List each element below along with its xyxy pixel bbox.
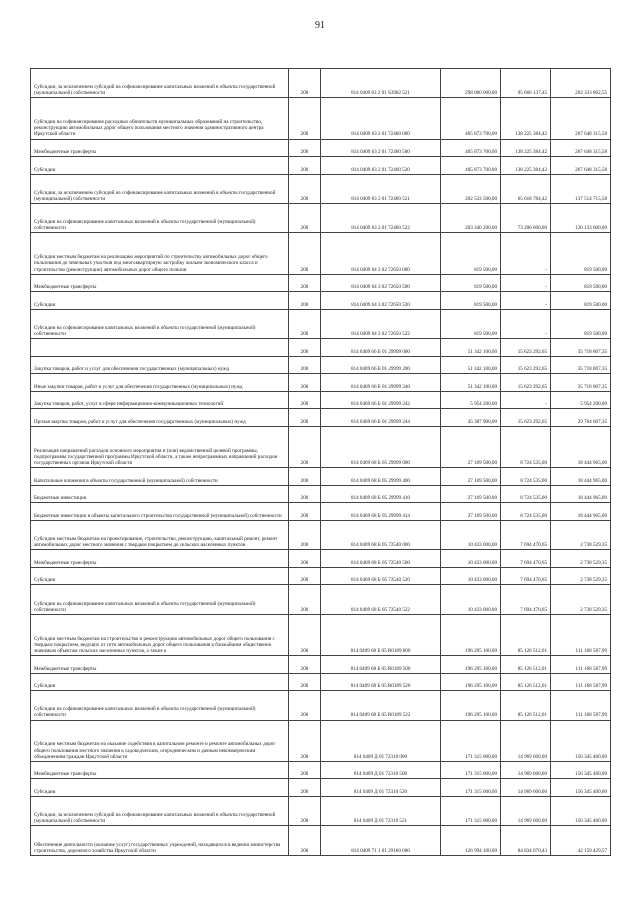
row-approved-amount-cell: 196 295 100,00 xyxy=(441,691,501,720)
row-name-cell: Межбюджетные трансферты xyxy=(31,139,289,157)
row-unexecuted-amount-cell: 130 133 600,00 xyxy=(551,204,611,233)
row-approved-amount-cell: 10 433 000,00 xyxy=(441,520,501,549)
row-approved-amount-cell: 10 433 000,00 xyxy=(441,585,501,614)
table-row xyxy=(31,174,611,203)
row-classification-code-cell: 814 0409 68 Б 05 72540 500 xyxy=(321,550,441,568)
row-approved-amount-cell: 51 342 100,00 xyxy=(441,356,501,374)
row-line-code-cell: 200 xyxy=(289,309,321,338)
row-line-code-cell: 200 xyxy=(289,520,321,549)
table-row xyxy=(31,761,611,779)
row-unexecuted-amount-cell: 156 345 400,00 xyxy=(551,779,611,797)
row-line-code-cell: 200 xyxy=(289,691,321,720)
row-classification-code-cell: 814 0409 68 Б 05 72540 000 xyxy=(321,520,441,549)
row-line-code-cell: 200 xyxy=(289,174,321,203)
row-line-code-cell: 200 xyxy=(289,391,321,409)
row-unexecuted-amount-cell: 35 718 807,35 xyxy=(551,356,611,374)
row-executed-amount-cell: 84 834 670,43 xyxy=(501,826,551,856)
row-name-cell: Субсидии, за исключением субсидий на софинансирование капитальных вложений в объекты государственной (муниципальной) собственности xyxy=(31,174,289,203)
table-row xyxy=(31,374,611,392)
row-approved-amount-cell: 819 500,00 xyxy=(441,292,501,310)
row-unexecuted-amount-cell: 202 333 862,55 xyxy=(551,69,611,98)
row-approved-amount-cell: 405 873 700,00 xyxy=(441,98,501,139)
row-classification-code-cell: 814 0409 66 Б 01 29999 242 xyxy=(321,391,441,409)
row-line-code-cell: 200 xyxy=(289,204,321,233)
row-approved-amount-cell: 196 295 100,00 xyxy=(441,673,501,691)
row-line-code-cell: 200 xyxy=(289,427,321,468)
table-body xyxy=(31,69,611,856)
table-row xyxy=(31,356,611,374)
table-row xyxy=(31,520,611,549)
row-unexecuted-amount-cell: 29 764 607,35 xyxy=(551,409,611,427)
row-name-cell: Субсидии местным бюджетам на оказание содействия в капитальном ремонте и ремонте автомобильных дорог общего пользования местного значения к садоводческим, огородническим и дачным некоммерческим объединениям граждан Иркутской области xyxy=(31,720,289,761)
row-unexecuted-amount-cell: 267 648 315,58 xyxy=(551,139,611,157)
row-line-code-cell: 200 xyxy=(289,567,321,585)
row-classification-code-cell: 814 0409 66 Б 01 29999 240 xyxy=(321,374,441,392)
row-executed-amount-cell: 85 126 512,01 xyxy=(501,673,551,691)
row-approved-amount-cell: 10 433 000,00 xyxy=(441,567,501,585)
row-name-cell: Субсидии местным бюджетам на реализацию мероприятий по строительству автомобильных дорог общего пользования до земельных участков под многоквартирную застройку жильем экономического класса и строительство (реконструкции) автомобильных дорог общего пользов xyxy=(31,233,289,274)
row-line-code-cell: 200 xyxy=(289,69,321,98)
table-row xyxy=(31,567,611,585)
row-classification-code-cell: 814 0409 68 Б 05 29999 400 xyxy=(321,468,441,486)
row-executed-amount-cell: 65 018 784,42 xyxy=(501,174,551,203)
row-executed-amount-cell: 138 225 384,42 xyxy=(501,139,551,157)
row-executed-amount-cell: 85 126 512,01 xyxy=(501,656,551,674)
row-approved-amount-cell: 5 954 200,00 xyxy=(441,391,501,409)
row-unexecuted-amount-cell: 5 954 200,00 xyxy=(551,391,611,409)
table-row xyxy=(31,292,611,310)
row-approved-amount-cell: 405 873 700,00 xyxy=(441,157,501,175)
row-name-cell: Субсидии местным бюджетам на строительство и реконструкцию автомобильных дорог общего пользования с твердым покрытием, ведущих от сети автомобильных дорог общего пользования к ближайшим общественно значимым объектам сельских населенных пунктов, а также к xyxy=(31,614,289,655)
row-classification-code-cell: 814 0409 63 2 01 72460 000 xyxy=(321,98,441,139)
row-approved-amount-cell: 171 315 000,00 xyxy=(441,761,501,779)
row-executed-amount-cell: 15 623 292,65 xyxy=(501,339,551,357)
row-executed-amount-cell: 8 724 535,00 xyxy=(501,468,551,486)
row-name-cell: Субсидии xyxy=(31,673,289,691)
row-name-cell xyxy=(31,339,289,357)
row-approved-amount-cell: 819 500,00 xyxy=(441,233,501,274)
row-classification-code-cell: 814 0409 68 Б 05 72540 522 xyxy=(321,585,441,614)
row-executed-amount-cell: - xyxy=(501,274,551,292)
row-line-code-cell: 200 xyxy=(289,673,321,691)
row-line-code-cell: 200 xyxy=(289,374,321,392)
row-name-cell: Субсидии на софинансирование капитальных вложений в объекты государственной (муниципальной) собственности xyxy=(31,585,289,614)
row-line-code-cell: 200 xyxy=(289,274,321,292)
row-approved-amount-cell: 171 315 000,00 xyxy=(441,779,501,797)
table-row xyxy=(31,157,611,175)
row-classification-code-cell: 814 0409 71 1 01 29160 000 xyxy=(321,826,441,856)
table-row xyxy=(31,204,611,233)
table-row xyxy=(31,233,611,274)
table-row xyxy=(31,503,611,521)
row-line-code-cell: 200 xyxy=(289,139,321,157)
row-approved-amount-cell: 819 500,00 xyxy=(441,274,501,292)
row-classification-code-cell: 814 0409 Д 01 72310 520 xyxy=(321,779,441,797)
row-line-code-cell: 200 xyxy=(289,761,321,779)
row-classification-code-cell: 814 0409 68 Б 05 29999 414 xyxy=(321,503,441,521)
row-unexecuted-amount-cell: 111 168 587,99 xyxy=(551,614,611,655)
row-executed-amount-cell: 138 225 384,42 xyxy=(501,157,551,175)
row-name-cell: Межбюджетные трансферты xyxy=(31,274,289,292)
row-executed-amount-cell: 7 694 470,65 xyxy=(501,567,551,585)
row-name-cell: Межбюджетные трансферты xyxy=(31,550,289,568)
row-classification-code-cell: 814 0409 Д 01 72310 000 xyxy=(321,720,441,761)
table-row xyxy=(31,656,611,674)
row-line-code-cell: 200 xyxy=(289,550,321,568)
row-name-cell: Субсидии на софинансирование расходных обязательств муниципальных образований на строительство, реконструкцию автомобильных дорог общего пользования местного значения административного центра Иркутской области xyxy=(31,98,289,139)
row-classification-code-cell: 814 0409 Д 01 72310 500 xyxy=(321,761,441,779)
row-unexecuted-amount-cell: 156 345 400,00 xyxy=(551,720,611,761)
row-approved-amount-cell: 27 169 500,00 xyxy=(441,503,501,521)
row-executed-amount-cell: 8 724 535,00 xyxy=(501,485,551,503)
row-line-code-cell: 200 xyxy=(289,614,321,655)
row-approved-amount-cell: 819 500,00 xyxy=(441,309,501,338)
row-unexecuted-amount-cell: 2 738 529,35 xyxy=(551,567,611,585)
table-row xyxy=(31,409,611,427)
row-name-cell: Закупка товаров, работ, услуг в сфере информационно-коммуникационных технологий xyxy=(31,391,289,409)
row-line-code-cell: 200 xyxy=(289,585,321,614)
row-name-cell: Закупка товаров, работ и услуг для обеспечения государственных (муниципальных) нужд xyxy=(31,356,289,374)
row-line-code-cell: 200 xyxy=(289,503,321,521)
row-executed-amount-cell: 85 126 512,01 xyxy=(501,614,551,655)
page-number: 91 xyxy=(315,20,325,31)
row-unexecuted-amount-cell: 819 500,00 xyxy=(551,274,611,292)
row-classification-code-cell: 814 0409 63 2 01 S3902 521 xyxy=(321,69,441,98)
row-line-code-cell: 200 xyxy=(289,409,321,427)
row-line-code-cell: 200 xyxy=(289,720,321,761)
row-unexecuted-amount-cell: 819 500,00 xyxy=(551,292,611,310)
row-approved-amount-cell: 171 315 000,00 xyxy=(441,796,501,825)
row-unexecuted-amount-cell: 18 444 965,00 xyxy=(551,427,611,468)
row-approved-amount-cell: 405 873 700,00 xyxy=(441,139,501,157)
table-row xyxy=(31,550,611,568)
row-classification-code-cell: 814 0409 63 2 01 72460 521 xyxy=(321,174,441,203)
table-row xyxy=(31,98,611,139)
row-name-cell: Иные закупки товаров, работ и услуг для обеспечения государственных (муниципальных) нужд xyxy=(31,374,289,392)
row-line-code-cell: 200 xyxy=(289,356,321,374)
row-approved-amount-cell: 27 169 500,00 xyxy=(441,468,501,486)
row-line-code-cell: 200 xyxy=(289,98,321,139)
table-row xyxy=(31,826,611,856)
row-unexecuted-amount-cell: 18 444 965,00 xyxy=(551,485,611,503)
row-approved-amount-cell: 196 295 100,00 xyxy=(441,656,501,674)
table-row xyxy=(31,339,611,357)
row-approved-amount-cell: 196 295 100,00 xyxy=(441,614,501,655)
row-executed-amount-cell: - xyxy=(501,233,551,274)
row-unexecuted-amount-cell: 18 444 965,00 xyxy=(551,503,611,521)
row-name-cell: Субсидии xyxy=(31,779,289,797)
row-executed-amount-cell: 14 969 600,00 xyxy=(501,720,551,761)
row-approved-amount-cell: 126 994 100,00 xyxy=(441,826,501,856)
row-name-cell: Субсидии на софинансирование капитальных вложений в объекты государственной (муниципальной) собственности xyxy=(31,309,289,338)
row-unexecuted-amount-cell: 35 718 807,35 xyxy=(551,339,611,357)
table-row xyxy=(31,796,611,825)
row-unexecuted-amount-cell: 137 514 715,58 xyxy=(551,174,611,203)
row-classification-code-cell: 814 0409 68 Б 05 R0189 500 xyxy=(321,656,441,674)
table-row xyxy=(31,309,611,338)
row-line-code-cell: 200 xyxy=(289,339,321,357)
row-approved-amount-cell: 171 315 000,00 xyxy=(441,720,501,761)
row-name-cell: Обеспечение деятельности (оказание услуг) государственных учреждений, находящихся в ведении министерства строительства, дорожного хозяйства Иркутской области xyxy=(31,826,289,856)
row-approved-amount-cell: 10 433 000,00 xyxy=(441,550,501,568)
row-executed-amount-cell: 8 724 535,00 xyxy=(501,427,551,468)
row-line-code-cell: 200 xyxy=(289,292,321,310)
row-executed-amount-cell: 95 666 137,45 xyxy=(501,69,551,98)
row-name-cell: Бюджетные инвестиции в объекты капитального строительства государственной (муниципальной) собственности xyxy=(31,503,289,521)
row-line-code-cell: 200 xyxy=(289,826,321,856)
row-approved-amount-cell: 27 169 500,00 xyxy=(441,427,501,468)
row-name-cell: Субсидии на софинансирование капитальных вложений в объекты государственной (муниципальной) собственности xyxy=(31,691,289,720)
row-line-code-cell: 200 xyxy=(289,796,321,825)
row-executed-amount-cell: 14 969 600,00 xyxy=(501,796,551,825)
row-unexecuted-amount-cell: 267 648 315,58 xyxy=(551,157,611,175)
row-unexecuted-amount-cell: 267 648 315,58 xyxy=(551,98,611,139)
table-row xyxy=(31,391,611,409)
row-unexecuted-amount-cell: 2 738 529,35 xyxy=(551,585,611,614)
table-row xyxy=(31,274,611,292)
row-classification-code-cell: 814 0409 68 Б 05 29999 000 xyxy=(321,427,441,468)
table-row xyxy=(31,720,611,761)
row-line-code-cell: 200 xyxy=(289,468,321,486)
table-row xyxy=(31,468,611,486)
row-classification-code-cell: 814 0409 68 Б 05 29999 410 xyxy=(321,485,441,503)
row-classification-code-cell: 814 0409 64 3 02 72650 520 xyxy=(321,292,441,310)
row-classification-code-cell: 814 0409 63 2 01 72460 500 xyxy=(321,139,441,157)
row-classification-code-cell: 814 0409 64 3 02 72650 000 xyxy=(321,233,441,274)
row-unexecuted-amount-cell: 18 444 965,00 xyxy=(551,468,611,486)
row-unexecuted-amount-cell: 819 500,00 xyxy=(551,233,611,274)
row-classification-code-cell: 814 0409 63 2 01 72460 522 xyxy=(321,204,441,233)
row-name-cell: Бюджетные инвестиции xyxy=(31,485,289,503)
row-executed-amount-cell: 73 206 600,00 xyxy=(501,204,551,233)
table-row xyxy=(31,139,611,157)
row-executed-amount-cell: - xyxy=(501,292,551,310)
row-name-cell: Субсидии местным бюджетам на проектирование, строительство, реконструкцию, капитальный ремонт, ремонт автомобильных дорог местного значения с твердым покрытием до сельских населенных пунктов xyxy=(31,520,289,549)
row-unexecuted-amount-cell: 819 500,00 xyxy=(551,309,611,338)
row-line-code-cell: 200 xyxy=(289,485,321,503)
table-row xyxy=(31,485,611,503)
row-name-cell: Субсидии на софинансирование капитальных вложений в объекты государственной (муниципальной) собственности xyxy=(31,204,289,233)
row-unexecuted-amount-cell: 2 738 529,35 xyxy=(551,550,611,568)
table-row xyxy=(31,69,611,98)
row-approved-amount-cell: 27 169 500,00 xyxy=(441,485,501,503)
row-unexecuted-amount-cell: 111 168 587,99 xyxy=(551,691,611,720)
row-executed-amount-cell: 15 623 292,65 xyxy=(501,409,551,427)
row-name-cell: Капитальные вложения в объекты государственной (муниципальной) собственности xyxy=(31,468,289,486)
row-line-code-cell: 200 xyxy=(289,656,321,674)
row-approved-amount-cell: 51 342 100,00 xyxy=(441,339,501,357)
row-unexecuted-amount-cell: 2 738 529,35 xyxy=(551,520,611,549)
row-approved-amount-cell: 298 000 000,00 xyxy=(441,69,501,98)
row-executed-amount-cell: 138 225 384,42 xyxy=(501,98,551,139)
row-unexecuted-amount-cell: 42 159 429,57 xyxy=(551,826,611,856)
row-unexecuted-amount-cell: 156 345 400,00 xyxy=(551,761,611,779)
row-approved-amount-cell: 202 533 500,00 xyxy=(441,174,501,203)
row-executed-amount-cell: 15 623 292,65 xyxy=(501,356,551,374)
table-row xyxy=(31,673,611,691)
row-name-cell: Межбюджетные трансферты xyxy=(31,656,289,674)
row-executed-amount-cell: 15 623 292,65 xyxy=(501,374,551,392)
row-name-cell: Субсидии, за исключением субсидий на софинансирование капитальных вложений в объекты государственной (муниципальной) собственности xyxy=(31,796,289,825)
row-classification-code-cell: 814 0409 66 Б 01 29999 244 xyxy=(321,409,441,427)
row-classification-code-cell: 814 0409 Д 01 72310 521 xyxy=(321,796,441,825)
row-classification-code-cell: 814 0409 68 Б 05 R0189 000 xyxy=(321,614,441,655)
row-name-cell: Реализация направлений расходов основного мероприятия и (или) ведомственной целевой программы, подпрограммы государственной программы Иркутской области, а также непрограммных направлений расходов государственных органов Иркутской области xyxy=(31,427,289,468)
row-line-code-cell: 200 xyxy=(289,779,321,797)
table-row xyxy=(31,691,611,720)
row-executed-amount-cell: 14 969 600,00 xyxy=(501,779,551,797)
row-executed-amount-cell: 7 694 470,65 xyxy=(501,550,551,568)
row-name-cell: Субсидии xyxy=(31,292,289,310)
row-executed-amount-cell: - xyxy=(501,309,551,338)
row-classification-code-cell: 814 0409 64 3 02 72650 522 xyxy=(321,309,441,338)
row-classification-code-cell: 814 0409 63 2 01 72460 520 xyxy=(321,157,441,175)
row-executed-amount-cell: 7 694 470,65 xyxy=(501,585,551,614)
row-classification-code-cell: 814 0409 66 Б 01 29999 000 xyxy=(321,339,441,357)
row-classification-code-cell: 814 0409 68 Б 05 R0189 520 xyxy=(321,673,441,691)
row-executed-amount-cell: 85 126 512,01 xyxy=(501,691,551,720)
row-executed-amount-cell: 8 724 535,00 xyxy=(501,503,551,521)
row-classification-code-cell: 814 0409 68 Б 05 R0189 522 xyxy=(321,691,441,720)
row-approved-amount-cell: 51 342 100,00 xyxy=(441,374,501,392)
row-unexecuted-amount-cell: 35 718 807,35 xyxy=(551,374,611,392)
budget-execution-table xyxy=(30,68,611,856)
row-classification-code-cell: 814 0409 64 3 02 72650 500 xyxy=(321,274,441,292)
row-executed-amount-cell: - xyxy=(501,391,551,409)
table-row xyxy=(31,585,611,614)
row-unexecuted-amount-cell: 156 345 400,00 xyxy=(551,796,611,825)
table-row xyxy=(31,427,611,468)
row-executed-amount-cell: 14 969 600,00 xyxy=(501,761,551,779)
row-name-cell: Субсидии, за исключением субсидий на софинансирование капитальных вложений в объекты государственной (муниципальной) собственности xyxy=(31,69,289,98)
row-line-code-cell: 200 xyxy=(289,157,321,175)
row-name-cell: Прочая закупка товаров, работ и услуг для обеспечения государственных (муниципальных) нужд xyxy=(31,409,289,427)
row-name-cell: Субсидии xyxy=(31,157,289,175)
row-classification-code-cell: 814 0409 66 Б 01 29999 200 xyxy=(321,356,441,374)
table-row xyxy=(31,614,611,655)
row-executed-amount-cell: 7 694 470,65 xyxy=(501,520,551,549)
row-classification-code-cell: 814 0409 68 Б 05 72540 520 xyxy=(321,567,441,585)
row-line-code-cell: 200 xyxy=(289,233,321,274)
row-unexecuted-amount-cell: 111 168 587,99 xyxy=(551,673,611,691)
row-name-cell: Межбюджетные трансферты xyxy=(31,761,289,779)
table-row xyxy=(31,779,611,797)
row-unexecuted-amount-cell: 111 168 587,99 xyxy=(551,656,611,674)
row-name-cell: Субсидии xyxy=(31,567,289,585)
row-approved-amount-cell: 203 340 200,00 xyxy=(441,204,501,233)
row-approved-amount-cell: 45 387 900,00 xyxy=(441,409,501,427)
